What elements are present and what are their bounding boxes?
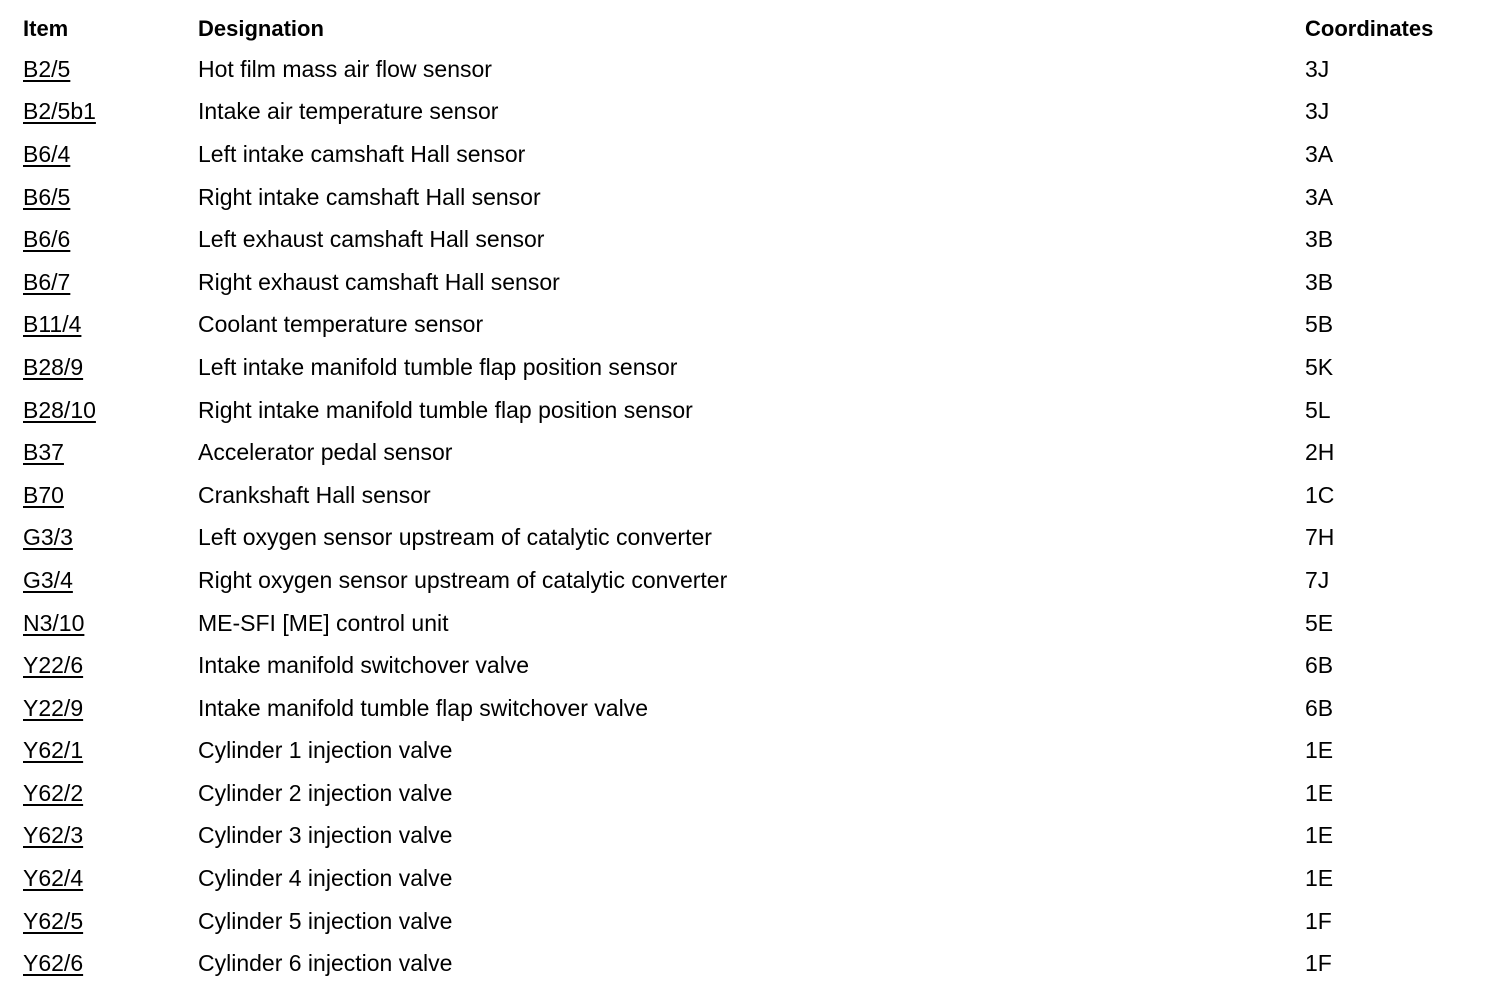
table-row [23,176,1483,219]
coordinates-cell: 1E [1305,737,1334,764]
item-cell [23,269,198,296]
designation-cell: Right intake camshaft Hall sensor [198,183,541,210]
designation-cell: Cylinder 3 injection valve [198,822,453,849]
table-row [23,644,1483,687]
coordinates-cell: 5B [1305,311,1334,338]
designation-cell: Accelerator pedal sensor [198,439,453,466]
item-link[interactable]: Y22/9 [23,694,84,721]
item-link[interactable]: B11/4 [23,311,82,338]
designation-cell: Crankshaft Hall sensor [198,481,431,508]
table-row [23,559,1483,602]
item-link[interactable]: Y62/5 [23,907,84,934]
coordinates-cell: 7J [1305,566,1330,593]
component-legend-table [23,10,1483,985]
table-row [23,431,1483,474]
designation-cell: Right exhaust camshaft Hall sensor [198,268,560,295]
designation-cell: Right intake manifold tumble flap position sensor [198,396,693,423]
coordinates-cell: 5E [1305,609,1334,636]
table-row [23,346,1483,389]
item-cell [23,950,198,977]
header-coordinates: Coordinates [1305,16,1434,41]
item-link[interactable]: Y62/3 [23,822,84,849]
designation-cell: Intake air temperature sensor [198,98,499,125]
item-cell [23,439,198,466]
table-row [23,261,1483,304]
table-header-row [23,10,1483,48]
item-cell [23,737,198,764]
item-cell [23,822,198,849]
designation-cell: ME-SFI [ME] control unit [198,609,449,636]
item-cell [23,780,198,807]
coordinates-cell: 1F [1305,950,1332,977]
coordinates-cell: 1E [1305,779,1334,806]
coordinates-cell: 3B [1305,268,1334,295]
designation-cell: Cylinder 6 injection valve [198,950,453,977]
designation-cell: Hot film mass air flow sensor [198,55,492,82]
item-cell [23,184,198,211]
table-row [23,91,1483,134]
coordinates-cell: 1F [1305,907,1332,934]
item-link[interactable]: G3/3 [23,524,73,551]
coordinates-cell: 3A [1305,140,1334,167]
item-cell [23,226,198,253]
item-cell [23,695,198,722]
table-row [23,389,1483,432]
coordinates-cell: 3A [1305,183,1334,210]
item-link[interactable]: B28/10 [23,396,96,423]
designation-cell: Left exhaust camshaft Hall sensor [198,226,545,253]
coordinates-cell: 1C [1305,481,1335,508]
item-cell [23,354,198,381]
item-cell [23,56,198,83]
table-body [23,48,1483,985]
designation-cell: Intake manifold switchover valve [198,652,530,679]
item-cell [23,98,198,125]
coordinates-cell: 3B [1305,226,1334,253]
coordinates-cell: 7H [1305,524,1335,551]
item-cell [23,524,198,551]
coordinates-cell: 6B [1305,694,1334,721]
table-row [23,517,1483,560]
item-cell [23,652,198,679]
table-row [23,772,1483,815]
item-cell [23,397,198,424]
table-row [23,687,1483,730]
header-item: Item [23,16,69,41]
item-cell [23,482,198,509]
item-link[interactable]: B28/9 [23,353,84,380]
item-link[interactable]: B2/5 [23,55,71,82]
designation-cell: Left intake camshaft Hall sensor [198,140,526,167]
item-link[interactable]: B37 [23,439,64,466]
table-row [23,304,1483,347]
item-cell [23,311,198,338]
table-row [23,602,1483,645]
item-link[interactable]: Y62/1 [23,737,84,764]
designation-cell: Cylinder 1 injection valve [198,737,453,764]
coordinates-cell: 3J [1305,98,1330,125]
designation-cell: Right oxygen sensor upstream of catalytic converter [198,566,728,593]
item-cell [23,610,198,637]
designation-cell: Left oxygen sensor upstream of catalytic converter [198,524,712,551]
item-link[interactable]: G3/4 [23,566,73,593]
coordinates-cell: 3J [1305,55,1330,82]
table-row [23,857,1483,900]
item-link[interactable]: B6/7 [23,268,71,295]
item-link[interactable]: B2/5b1 [23,98,96,125]
item-link[interactable]: B6/5 [23,183,71,210]
table-row [23,133,1483,176]
designation-cell: Cylinder 4 injection valve [198,865,453,892]
table-row [23,218,1483,261]
designation-cell: Cylinder 2 injection valve [198,779,453,806]
item-cell [23,141,198,168]
item-cell [23,567,198,594]
designation-cell: Cylinder 5 injection valve [198,907,453,934]
coordinates-cell: 2H [1305,439,1335,466]
designation-cell: Intake manifold tumble flap switchover valve [198,694,648,721]
coordinates-cell: 1E [1305,865,1334,892]
table-row [23,48,1483,91]
item-link[interactable]: Y62/2 [23,779,84,806]
designation-cell: Coolant temperature sensor [198,311,484,338]
item-link[interactable]: N3/10 [23,609,85,636]
coordinates-cell: 1E [1305,822,1334,849]
table-row [23,815,1483,858]
coordinates-cell: 6B [1305,652,1334,679]
item-link[interactable]: B70 [23,481,64,508]
header-designation: Designation [198,16,324,41]
table-row [23,474,1483,517]
item-link[interactable]: Y22/6 [23,652,84,679]
table-row [23,730,1483,773]
designation-cell: Left intake manifold tumble flap position sensor [198,353,678,380]
item-link[interactable]: B6/4 [23,140,71,167]
table-row [23,900,1483,943]
item-link[interactable]: Y62/6 [23,950,84,977]
item-cell [23,908,198,935]
coordinates-cell: 5L [1305,396,1331,423]
table-row [23,942,1483,985]
item-link[interactable]: B6/6 [23,226,71,253]
coordinates-cell: 5K [1305,353,1334,380]
item-cell [23,865,198,892]
item-link[interactable]: Y62/4 [23,865,84,892]
